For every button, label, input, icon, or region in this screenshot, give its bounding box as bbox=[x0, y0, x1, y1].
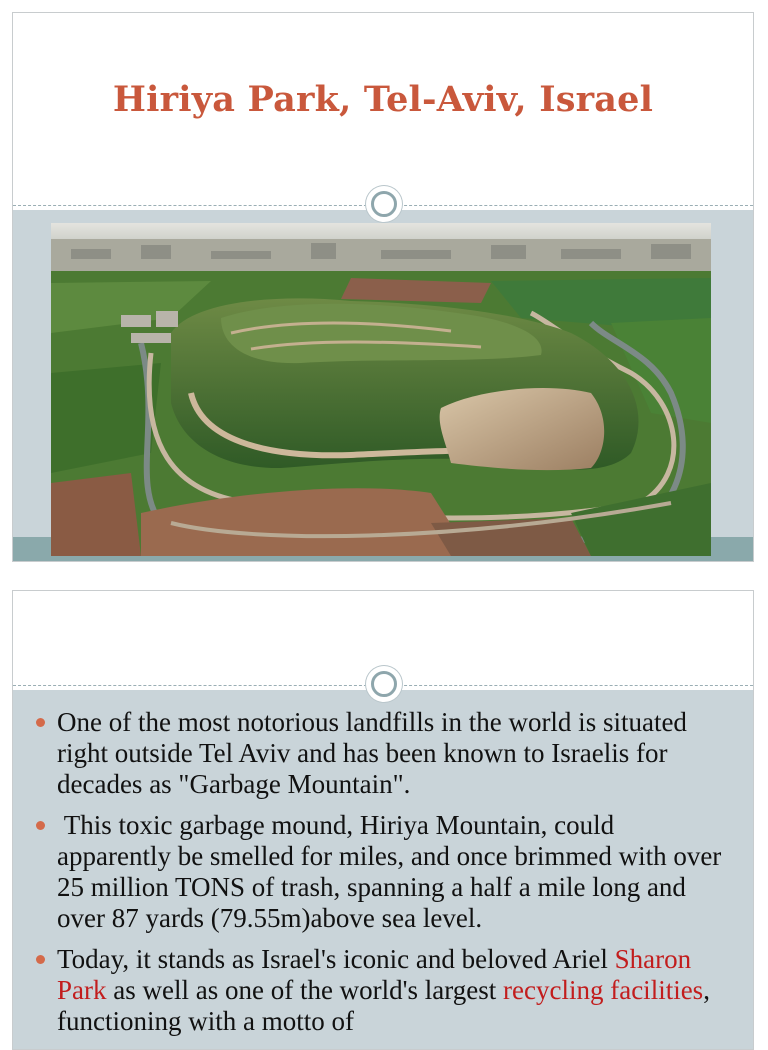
sharon-park-link[interactable]: Sharon Park bbox=[57, 944, 692, 1005]
aerial-landfill-photo bbox=[51, 223, 711, 556]
slide-1 bbox=[12, 12, 754, 562]
bullet-text-before: Today, it stands as Israel's iconic and beloved Ariel bbox=[57, 944, 615, 974]
recycling-facilities-link[interactable]: recycling facilities bbox=[503, 975, 704, 1005]
bullet-text: One of the most notorious landfills in the world is situated right outside Tel Aviv and has been known to Israelis for decades as "Garbage Mountain". bbox=[57, 707, 687, 799]
bullet-item bbox=[33, 707, 733, 800]
bullet-list bbox=[33, 707, 733, 1047]
ring-ornament-icon bbox=[366, 186, 402, 222]
bullet-dot-icon bbox=[36, 718, 45, 727]
bullet-dot-icon bbox=[36, 821, 45, 830]
bullet-text-middle: as well as one of the world's largest bbox=[106, 975, 504, 1005]
bullet-text-after: , functioning with a motto of bbox=[57, 975, 710, 1036]
bullet-text: This toxic garbage mound, Hiriya Mountain, could apparently be smelled for miles, and once brimmed with over 25 million TONS of trash, spanning a half a mile long and over 87 yards (79.55m)above sea level. bbox=[57, 810, 729, 933]
bullet-item bbox=[33, 810, 733, 934]
bullet-dot-icon bbox=[36, 955, 45, 964]
bullet-item bbox=[33, 944, 733, 1037]
slide-2 bbox=[12, 590, 754, 1050]
title-area bbox=[13, 13, 753, 205]
ring-ornament-icon bbox=[366, 666, 402, 702]
slide-title: Hiriya Park, Tel-Aviv, Israel bbox=[112, 79, 654, 120]
